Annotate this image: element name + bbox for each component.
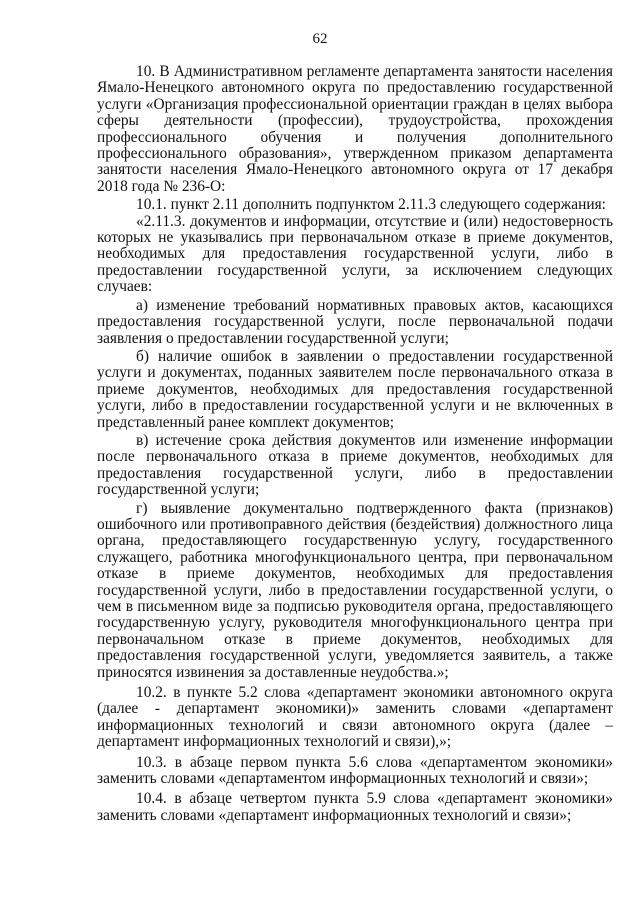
paragraph-case-a: а) изменение требований нормативных правовых актов, касающихся предоставления государственной услуги, после первоначальной подачи заявления о предоставлении государственной услуги; xyxy=(97,296,613,347)
paragraph-item-10-2: 10.2. в пункте 5.2 слова «департамент экономики автономного округа (далее - департамент экономики)» заменить словами «департамент информационных технологий и связи автономного округа (далее – департамент информационных технологий и связи),»; xyxy=(97,684,613,751)
paragraph-item-10-3: 10.3. в абзаце первом пункта 5.6 слова «департаментом экономики» заменить словами «департаментом информационных технологий и связи»; xyxy=(97,753,613,788)
paragraph-item-10-4: 10.4. в абзаце четвертом пункта 5.9 слова «департамент экономики» заменить словами «департамент информационных технологий и связи»; xyxy=(97,790,613,824)
page-number: 62 xyxy=(312,31,328,47)
paragraph-item-10-1: 10.1. пункт 2.11 дополнить подпунктом 2.11.3 следующего содержания: xyxy=(136,196,606,214)
paragraph-case-g: г) выявление документально подтвержденного факта (признаков) ошибочного или противоправного действия (бездействия) должностного лица органа, предоставляющего государственную услугу, государственного служащего, работника многофункционального центра, при первоначальном отказе в приеме документов, необходимых для предоставления государственной услуги, либо в предоставлении государственной услуги, о чем в письменном виде за подписью руководителя органа, предоставляющего государственную услугу, руководителя многофункционального центра при первоначальном отказе в приеме документов, необходимых для предоставления государственной услуги, уведомляется заявитель, а также приносятся извинения за доставленные неудобства.»; xyxy=(97,499,613,681)
paragraph-item-10: 10. В Административном регламенте департамента занятости населения Ямало-Ненецкого автономного округа по предоставлению государственной услуги «Организация профессиональной ориентации граждан в целях выбора сферы деятельности (профессии), трудоустройства, прохождения профессионального обучения и получения дополнительного профессионального образования», утвержденном приказом департамента занятости населения Ямало-Ненецкого автономного округа от 17 декабря 2018 года № 236-О: xyxy=(97,63,613,195)
paragraph-case-b: б) наличие ошибок в заявлении о предоставлении государственной услуги и документах, поданных заявителем после первоначального отказа в приеме документов, необходимых для предоставления государственной услуги, либо в предоставлении государственной услуги и не включенных в представленный ранее комплект документов; xyxy=(97,347,613,431)
document-body xyxy=(97,64,613,824)
paragraph-case-v: в) истечение срока действия документов или изменение информации после первоначального отказа в приеме документов, необходимых для предоставления государственной услуги, либо в предоставлении государственной услуги; xyxy=(97,431,613,499)
paragraph-subitem-2-11-3: «2.11.3. документов и информации, отсутствие и (или) недостоверность которых не указывались при первоначальном отказе в приеме документов, необходимых для предоставления государственной услуги, либо в предоставлении государственной услуги, за исключением следующих случаев: xyxy=(97,212,613,296)
